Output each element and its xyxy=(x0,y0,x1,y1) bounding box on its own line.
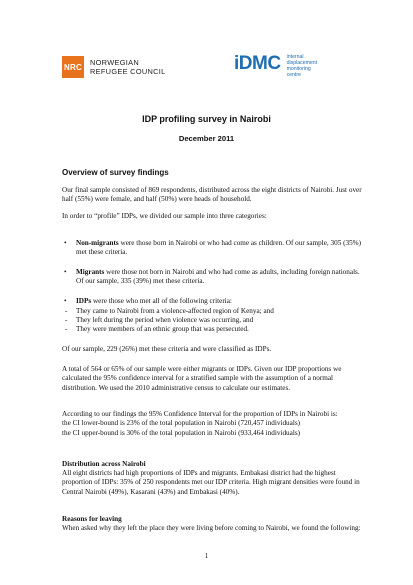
criteria-item xyxy=(62,316,362,325)
dash-marker: - xyxy=(65,316,68,324)
bullet-text: were those not born in Nairobi and who had come as adults, including foreign nationals. Of our sample, 335 (39%) met these criteria. xyxy=(76,268,360,286)
dash-marker: - xyxy=(65,307,68,315)
bullet-term: Non-migrants xyxy=(76,239,119,247)
idmc-line-2: displacement xyxy=(286,60,318,66)
idmc-line-3: monitoring xyxy=(286,66,311,72)
criteria-item xyxy=(62,325,362,334)
idmc-logo xyxy=(234,53,317,78)
bullet-migrants xyxy=(62,268,362,287)
bullet-text: were those born in Nairobi or who had come as children. Of our sample, 305 (35%) met these criteria. xyxy=(76,239,362,257)
bullet-term: IDPs xyxy=(76,297,92,305)
bullet-dot: • xyxy=(64,297,67,305)
paragraph-categories-intro: In order to “profile” IDPs, we divided our sample into three categories: xyxy=(62,212,267,220)
criteria-text: They came to Nairobi from a violence-affected region of Kenya; and xyxy=(76,307,274,315)
ci-upper-bound: the CI upper-bound is 30% of the total population in Nairobi (933,464 individuals) xyxy=(62,428,301,437)
paragraph-confidence-interval xyxy=(62,410,362,438)
dash-marker: - xyxy=(65,325,68,333)
idmc-line-4: centre xyxy=(286,72,301,78)
ci-lower-bound: the CI lower-bound is 23% of the total population in Nairobi (720,457 individuals) xyxy=(62,419,301,428)
paragraph-sample: Our final sample consisted of 869 respondents, distributed across the eight districts of Nairobi. Just over half (55%) were female, and half (50%) were heads of household. xyxy=(62,186,362,204)
page-number: 1 xyxy=(204,552,209,560)
overview-heading: Overview of survey findings xyxy=(62,168,169,177)
document-date: December 2011 xyxy=(178,134,235,143)
bullet-text: were those who met all of the following criteria: xyxy=(91,297,232,305)
nrc-logo-mark: NRC xyxy=(62,56,84,78)
bullet-dot: • xyxy=(64,268,67,276)
distribution-heading: Distribution across Nairobi xyxy=(62,460,146,468)
document-title: IDP profiling survey in Nairobi xyxy=(142,114,271,124)
paragraph-reasons: When asked why they left the place they were living before coming to Nairobi, we found the following: xyxy=(62,524,361,532)
nrc-line-1: NORWEGIAN xyxy=(90,58,139,67)
bullet-term: Migrants xyxy=(76,268,105,276)
nrc-logo xyxy=(62,56,166,78)
criteria-item xyxy=(62,307,362,316)
paragraph-distribution: All eight districts had high proportions of IDPs and migrants. Embakasi district had the highest proportion of IDPs: 35% of 250 respondents met our IDP criteria. High migrant densities were found in Central Nairobi (49%), Kasarani (43%) and Embakasi (40%). xyxy=(62,469,360,496)
bullet-non-migrants xyxy=(62,239,362,258)
paragraph-total: A total of 564 or 65% of our sample were either migrants or IDPs. Given our IDP proportions we calculated the 95% confidence interval for a stratified sample with the assumption of a normal distribution. We used the 2010 administrative census to calculate our estimates. xyxy=(62,365,342,392)
reasons-heading: Reasons for leaving xyxy=(62,515,122,523)
criteria-text: They left during the period when violence was occurring, and xyxy=(76,316,254,324)
criteria-text: They were members of an ethnic group that was persecuted. xyxy=(76,325,249,333)
idmc-logo-text xyxy=(287,54,318,78)
idmc-line-1: internal xyxy=(286,54,304,60)
bullet-dot: • xyxy=(64,239,67,247)
idmc-logo-mark: iDMC xyxy=(234,53,281,74)
nrc-logo-text xyxy=(90,58,166,76)
nrc-line-2: REFUGEE COUNCIL xyxy=(90,67,166,76)
bullet-idps xyxy=(62,297,362,306)
ci-intro: According to our findings the 95% Confidence Interval for the proportion of IDPs in Nairobi is: xyxy=(62,410,338,418)
paragraph-idp-count: Of our sample, 229 (26%) met these criteria and were classified as IDPs. xyxy=(62,345,272,353)
